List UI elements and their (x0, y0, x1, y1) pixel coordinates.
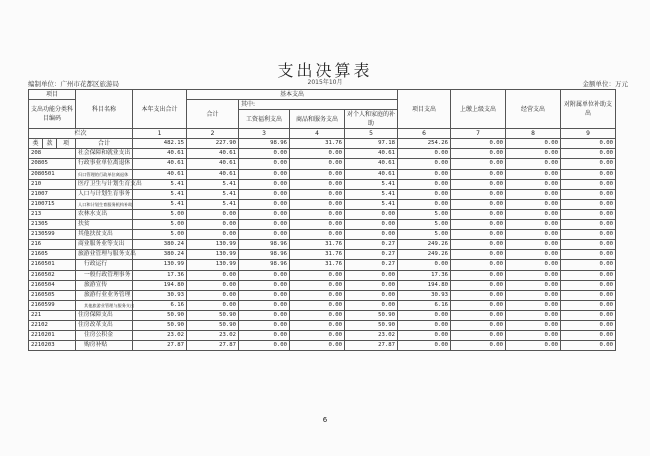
amount-cell: 5.41 (345, 199, 398, 209)
amount-cell: 40.61 (133, 149, 187, 159)
function-code: 22102 (29, 320, 76, 330)
table-row (29, 179, 616, 189)
header-affiliated: 对附属单位补助支出 (561, 90, 616, 129)
reporting-unit: 编制单位：广州市花都区旅游局 (28, 80, 119, 88)
amount-cell: 130.99 (187, 260, 239, 270)
header-goods: 商品和服务支出 (290, 110, 345, 129)
header-item-name: 科目名称 (76, 90, 133, 129)
header-upper: 上缴上级支出 (451, 90, 506, 129)
amount-cell: 0.00 (561, 159, 616, 169)
amount-cell: 0.00 (290, 159, 345, 169)
amount-cell: 5.41 (345, 189, 398, 199)
header-wage: 工资福利支出 (239, 110, 290, 129)
amount-cell: 0.00 (239, 270, 290, 280)
amount-cell: 27.87 (133, 341, 187, 351)
amount-cell: 0.27 (345, 250, 398, 260)
table-row (29, 159, 616, 169)
table-row (29, 220, 616, 230)
header-lei: 类 (29, 139, 43, 149)
amount-cell: 50.90 (187, 320, 239, 330)
amount-cell: 5.41 (187, 179, 239, 189)
amount-cell: 31.76 (290, 260, 345, 270)
amount-cell: 0.00 (290, 230, 345, 240)
amount-cell: 0.00 (561, 230, 616, 240)
amount-cell: 40.61 (187, 169, 239, 179)
amount-cell: 0.00 (398, 260, 451, 270)
item-name: 住房保障支出 (76, 310, 133, 320)
amount-cell: 0.00 (506, 270, 561, 280)
table-row (29, 260, 616, 270)
amount-cell: 0.00 (506, 280, 561, 290)
amount-cell: 0.00 (561, 199, 616, 209)
table-row (29, 189, 616, 199)
amount-cell: 380.24 (133, 250, 187, 260)
amount-cell: 0.00 (561, 250, 616, 260)
function-code: 2160505 (29, 290, 76, 300)
item-name: 扶贫 (76, 220, 133, 230)
amount-cell: 17.36 (398, 270, 451, 280)
amount-cell: 0.00 (451, 300, 506, 310)
amount-cell: 0.00 (239, 230, 290, 240)
total-label: 合计 (76, 139, 133, 149)
amount-cell: 0.00 (506, 209, 561, 219)
item-name: 人口与计划生育事务 (76, 189, 133, 199)
col-num: 4 (290, 129, 345, 139)
amount-cell: 0.00 (451, 331, 506, 341)
amount-cell: 0.00 (290, 199, 345, 209)
header-basic: 基本支出 (187, 90, 398, 100)
total-cell: 482.15 (133, 139, 187, 149)
expenditure-table (28, 89, 616, 351)
amount-cell: 0.00 (561, 179, 616, 189)
amount-cell: 0.00 (239, 320, 290, 330)
amount-cell: 0.00 (451, 149, 506, 159)
total-cell: 254.26 (398, 139, 451, 149)
function-code: 210 (29, 179, 76, 189)
amount-cell: 0.00 (345, 209, 398, 219)
amount-cell: 5.00 (398, 209, 451, 219)
col-num: 7 (451, 129, 506, 139)
function-code: 213 (29, 209, 76, 219)
amount-cell: 0.00 (561, 310, 616, 320)
document-title: 支出决算表 (277, 61, 373, 80)
amount-cell: 5.00 (398, 220, 451, 230)
amount-cell: 5.00 (398, 230, 451, 240)
total-cell: 0.00 (451, 139, 506, 149)
amount-cell: 40.61 (133, 169, 187, 179)
header-project-exp: 项目支出 (398, 90, 451, 129)
item-name: 一般行政管理事务 (76, 270, 133, 280)
amount-cell: 0.00 (506, 341, 561, 351)
table-row (29, 240, 616, 250)
header-of-which: 其中: (239, 100, 398, 110)
amount-cell: 0.00 (239, 199, 290, 209)
amount-cell: 0.00 (345, 300, 398, 310)
function-code: 2080501 (29, 169, 76, 179)
amount-cell: 0.00 (451, 230, 506, 240)
amount-cell: 0.00 (290, 189, 345, 199)
item-name: 医疗卫生与计划生育支出 (76, 179, 133, 189)
table-row (29, 270, 616, 280)
header-year-total: 本年支出合计 (133, 90, 187, 129)
amount-cell: 0.00 (239, 300, 290, 310)
amount-cell: 0.00 (451, 240, 506, 250)
amount-cell: 0.00 (239, 341, 290, 351)
total-cell: 98.96 (239, 139, 290, 149)
amount-cell: 40.61 (133, 159, 187, 169)
amount-cell: 0.00 (506, 220, 561, 230)
amount-cell: 0.00 (451, 220, 506, 230)
item-name: 行政运行 (76, 260, 133, 270)
amount-cell: 98.96 (239, 250, 290, 260)
amount-cell: 0.00 (506, 300, 561, 310)
amount-cell: 0.00 (451, 169, 506, 179)
table-row (29, 230, 616, 240)
function-code: 2160599 (29, 300, 76, 310)
amount-cell: 0.00 (506, 310, 561, 320)
amount-cell: 0.00 (398, 341, 451, 351)
amount-cell: 23.02 (187, 331, 239, 341)
header-subtotal: 合计 (187, 100, 239, 129)
item-name: 农林水支出 (76, 209, 133, 219)
amount-cell: 0.00 (398, 189, 451, 199)
table-row (29, 250, 616, 260)
amount-cell: 0.00 (398, 169, 451, 179)
amount-cell: 0.00 (506, 320, 561, 330)
amount-cell: 0.00 (290, 341, 345, 351)
amount-cell: 130.99 (187, 250, 239, 260)
amount-cell: 0.00 (290, 290, 345, 300)
table-row (29, 320, 616, 330)
amount-cell: 40.61 (187, 149, 239, 159)
amount-cell: 0.00 (561, 290, 616, 300)
amount-cell: 0.00 (290, 169, 345, 179)
item-name: 住房公积金 (76, 331, 133, 341)
amount-cell: 0.00 (506, 290, 561, 300)
amount-cell: 0.00 (290, 280, 345, 290)
amount-cell: 0.00 (345, 270, 398, 280)
amount-cell: 5.41 (345, 179, 398, 189)
item-name: 其他旅游业管理与服务支出 (76, 300, 133, 310)
total-cell: 97.18 (345, 139, 398, 149)
amount-cell: 0.00 (561, 280, 616, 290)
amount-cell: 0.00 (561, 209, 616, 219)
total-cell: 31.76 (290, 139, 345, 149)
amount-cell: 0.00 (398, 320, 451, 330)
amount-cell: 5.41 (133, 189, 187, 199)
function-code: 2160502 (29, 270, 76, 280)
col-num: 2 (187, 129, 239, 139)
header-project: 项目 (29, 90, 76, 100)
amount-cell: 0.00 (506, 230, 561, 240)
amount-cell: 194.80 (133, 280, 187, 290)
table-row (29, 290, 616, 300)
amount-cell: 50.90 (345, 320, 398, 330)
amount-cell: 0.00 (561, 189, 616, 199)
amount-cell: 98.96 (239, 260, 290, 270)
amount-cell: 30.93 (398, 290, 451, 300)
page-number: 6 (322, 416, 328, 424)
amount-cell: 0.00 (290, 320, 345, 330)
amount-cell: 0.00 (398, 331, 451, 341)
amount-cell: 5.41 (187, 189, 239, 199)
amount-cell: 0.00 (290, 220, 345, 230)
amount-cell: 5.41 (187, 199, 239, 209)
amount-cell: 0.00 (290, 300, 345, 310)
amount-cell: 0.00 (187, 209, 239, 219)
amount-cell: 0.00 (561, 169, 616, 179)
table-row (29, 300, 616, 310)
amount-cell: 0.00 (451, 189, 506, 199)
item-name: 商业服务业等支出 (76, 240, 133, 250)
amount-cell: 0.00 (290, 331, 345, 341)
amount-cell: 0.00 (561, 341, 616, 351)
amount-cell: 50.90 (187, 310, 239, 320)
function-code: 21605 (29, 250, 76, 260)
amount-cell: 0.00 (451, 280, 506, 290)
amount-cell: 0.00 (398, 199, 451, 209)
amount-cell: 0.27 (345, 260, 398, 270)
amount-cell: 40.61 (345, 149, 398, 159)
amount-cell: 249.26 (398, 250, 451, 260)
function-code: 221 (29, 310, 76, 320)
item-name: 购房补贴 (76, 341, 133, 351)
table-row (29, 169, 616, 179)
amount-cell: 6.16 (398, 300, 451, 310)
function-code: 216 (29, 240, 76, 250)
item-name: 社会保障和就业支出 (76, 149, 133, 159)
amount-cell: 5.00 (133, 209, 187, 219)
amount-cell: 27.87 (187, 341, 239, 351)
amount-cell: 0.00 (345, 290, 398, 300)
amount-cell: 27.87 (345, 341, 398, 351)
amount-cell: 0.00 (187, 230, 239, 240)
amount-cell: 0.00 (345, 280, 398, 290)
amount-cell: 249.26 (398, 240, 451, 250)
item-name: 旅游宣传 (76, 280, 133, 290)
col-num: 3 (239, 129, 290, 139)
amount-cell: 17.36 (133, 270, 187, 280)
function-code: 2160504 (29, 280, 76, 290)
amount-cell: 0.00 (398, 310, 451, 320)
amount-cell: 0.00 (187, 300, 239, 310)
amount-cell: 0.00 (451, 341, 506, 351)
amount-cell: 0.00 (561, 260, 616, 270)
function-code: 20805 (29, 159, 76, 169)
amount-cell: 0.00 (239, 169, 290, 179)
col-num: 8 (506, 129, 561, 139)
item-name: 旅游业管理与服务支出 (76, 250, 133, 260)
header-kuan: 款 (43, 139, 57, 149)
item-name: 行政事业单位离退休 (76, 159, 133, 169)
amount-cell: 0.00 (239, 331, 290, 341)
amount-cell: 5.41 (133, 179, 187, 189)
table-row (29, 310, 616, 320)
amount-cell: 0.00 (239, 310, 290, 320)
amount-cell: 6.16 (133, 300, 187, 310)
amount-cell: 0.00 (561, 149, 616, 159)
item-name: 其他扶贫支出 (76, 230, 133, 240)
amount-cell: 23.02 (133, 331, 187, 341)
report-period: 2015年10月 (307, 79, 343, 86)
function-code: 2210201 (29, 331, 76, 341)
amount-cell: 0.00 (290, 310, 345, 320)
amount-cell: 0.00 (561, 220, 616, 230)
amount-cell: 0.00 (398, 159, 451, 169)
amount-cell: 0.00 (451, 260, 506, 270)
header-xiang: 项 (57, 139, 76, 149)
amount-unit: 金额单位：万元 (582, 80, 628, 88)
item-name: 住房改革支出 (76, 320, 133, 330)
function-code: 2210203 (29, 341, 76, 351)
amount-cell: 0.00 (561, 331, 616, 341)
col-num: 5 (345, 129, 398, 139)
amount-cell: 0.00 (239, 280, 290, 290)
column-number-row (29, 129, 616, 139)
amount-cell: 0.00 (506, 189, 561, 199)
amount-cell: 0.27 (345, 240, 398, 250)
amount-cell: 0.00 (506, 260, 561, 270)
header-func-code: 支出功能分类科目编码 (29, 100, 76, 129)
amount-cell: 0.00 (451, 159, 506, 169)
header-col-label: 栏次 (29, 129, 133, 139)
item-name: 旅游行业业务管理 (76, 290, 133, 300)
amount-cell: 0.00 (451, 250, 506, 260)
table-row (29, 199, 616, 209)
function-code: 2160501 (29, 260, 76, 270)
amount-cell: 23.02 (345, 331, 398, 341)
amount-cell: 40.61 (345, 169, 398, 179)
item-name: 人口和计划生育服务机构补助 (76, 199, 133, 209)
amount-cell: 0.00 (451, 199, 506, 209)
amount-cell: 0.00 (451, 320, 506, 330)
amount-cell: 5.00 (133, 230, 187, 240)
amount-cell: 50.90 (345, 310, 398, 320)
total-row (29, 139, 616, 149)
amount-cell: 0.00 (451, 310, 506, 320)
amount-cell: 0.00 (187, 270, 239, 280)
amount-cell: 40.61 (187, 159, 239, 169)
col-num: 9 (561, 129, 616, 139)
amount-cell: 0.00 (506, 159, 561, 169)
amount-cell: 98.96 (239, 240, 290, 250)
amount-cell: 0.00 (290, 179, 345, 189)
amount-cell: 0.00 (506, 250, 561, 260)
amount-cell: 0.00 (239, 159, 290, 169)
amount-cell: 0.00 (290, 270, 345, 280)
table-row (29, 209, 616, 219)
amount-cell: 0.00 (506, 169, 561, 179)
amount-cell: 0.00 (506, 149, 561, 159)
amount-cell: 380.24 (133, 240, 187, 250)
amount-cell: 0.00 (561, 270, 616, 280)
col-num: 1 (133, 129, 187, 139)
amount-cell: 0.00 (345, 220, 398, 230)
amount-cell: 40.61 (345, 159, 398, 169)
amount-cell: 0.00 (451, 270, 506, 280)
amount-cell: 0.00 (290, 209, 345, 219)
amount-cell: 30.93 (133, 290, 187, 300)
amount-cell: 0.00 (239, 179, 290, 189)
amount-cell: 0.00 (239, 189, 290, 199)
amount-cell: 0.00 (506, 331, 561, 341)
amount-cell: 0.00 (239, 220, 290, 230)
amount-cell: 50.90 (133, 310, 187, 320)
amount-cell: 0.00 (561, 300, 616, 310)
function-code: 208 (29, 149, 76, 159)
amount-cell: 0.00 (506, 179, 561, 189)
function-code: 2100715 (29, 199, 76, 209)
total-cell: 0.00 (561, 139, 616, 149)
function-code: 2130599 (29, 230, 76, 240)
amount-cell: 31.76 (290, 240, 345, 250)
function-code: 21007 (29, 189, 76, 199)
amount-cell: 0.00 (239, 290, 290, 300)
amount-cell: 0.00 (290, 149, 345, 159)
item-name: 归口管理的行政单位离退休 (76, 169, 133, 179)
amount-cell: 0.00 (451, 209, 506, 219)
table-row (29, 341, 616, 351)
amount-cell: 0.00 (561, 320, 616, 330)
amount-cell: 0.00 (187, 280, 239, 290)
amount-cell: 194.80 (398, 280, 451, 290)
amount-cell: 0.00 (239, 149, 290, 159)
amount-cell: 0.00 (187, 220, 239, 230)
table-row (29, 280, 616, 290)
amount-cell: 0.00 (345, 230, 398, 240)
amount-cell: 0.00 (451, 290, 506, 300)
amount-cell: 0.00 (506, 240, 561, 250)
amount-cell: 0.00 (398, 179, 451, 189)
amount-cell: 0.00 (506, 199, 561, 209)
amount-cell: 50.90 (133, 320, 187, 330)
header-operating: 经营支出 (506, 90, 561, 129)
data-rows (29, 149, 616, 351)
amount-cell: 130.99 (133, 260, 187, 270)
col-num: 6 (398, 129, 451, 139)
function-code: 21305 (29, 220, 76, 230)
amount-cell: 0.00 (561, 240, 616, 250)
table-row (29, 331, 616, 341)
amount-cell: 5.41 (133, 199, 187, 209)
total-cell: 0.00 (506, 139, 561, 149)
amount-cell: 5.00 (133, 220, 187, 230)
amount-cell: 0.00 (451, 179, 506, 189)
amount-cell: 0.00 (398, 149, 451, 159)
total-cell: 227.90 (187, 139, 239, 149)
amount-cell: 0.00 (239, 209, 290, 219)
amount-cell: 31.76 (290, 250, 345, 260)
header-personal: 对个人和家庭的补助 (345, 110, 398, 129)
amount-cell: 130.99 (187, 240, 239, 250)
amount-cell: 0.00 (187, 290, 239, 300)
table-row (29, 149, 616, 159)
